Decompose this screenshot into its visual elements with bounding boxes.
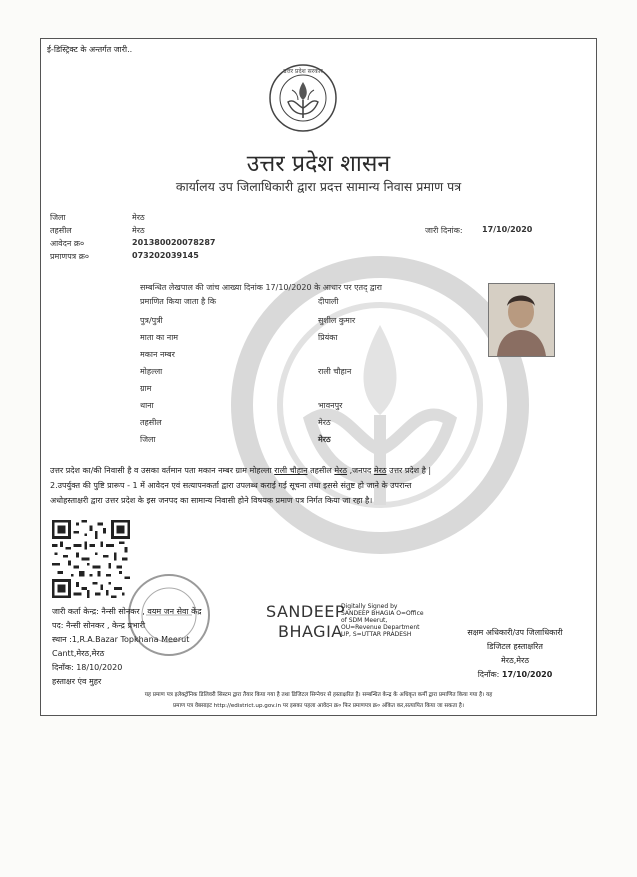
issuer-place: स्थान :1,R.A.Bazar Topkhana Meerut bbox=[52, 635, 190, 644]
page-subtitle: कार्यालय उप जिलाधिकारी द्वारा प्रदत्त सामान्य निवास प्रमाण पत्र bbox=[175, 179, 462, 194]
signer-last-name: BHAGIA bbox=[278, 622, 343, 641]
applicant-photo bbox=[488, 283, 555, 357]
digital-signature-line: of SDM Meerut, bbox=[341, 616, 388, 624]
detail-label: ग्राम bbox=[140, 384, 152, 393]
district-value: मेरठ bbox=[132, 213, 145, 222]
detail-label: माता का नाम bbox=[140, 333, 179, 342]
holder-name: दीपाली bbox=[318, 297, 339, 306]
emblem-ring-text: उत्तर प्रदेश सरकार bbox=[283, 68, 323, 75]
digital-signature-line: SANDEEP BHAGIA O=Office bbox=[341, 609, 424, 617]
intro-line-1: सम्बन्धित लेखपाल की जांच आख्या दिनांक 17/10/2020 के आधार पर एतद् द्वारा bbox=[140, 283, 382, 292]
application-number: 201380020078287 bbox=[132, 238, 216, 247]
detail-label: पुत्र/पुत्री bbox=[140, 316, 163, 325]
verification-line: 2.उपर्युक्त की पुष्टि प्रारूप - 1 में आवेदन एवं सत्यापनकर्ता द्वारा उपलब्ध कराई गई सूचना तथा इससे संतुष्ट हो जाने के उपरान्त bbox=[50, 481, 412, 490]
certificate-number: 073202039145 bbox=[132, 251, 199, 260]
authority-date bbox=[440, 669, 590, 680]
detail-label: तहसील bbox=[140, 418, 162, 427]
digital-signature-line: Digitally Signed by bbox=[341, 603, 398, 610]
digital-signature-details bbox=[341, 604, 426, 638]
application-label: आवेदन क्र० bbox=[50, 239, 85, 248]
residence-tehsil: मेरठ bbox=[334, 466, 348, 475]
issue-date-value: 17/10/2020 bbox=[482, 225, 533, 234]
issuer-center: जारी कर्ता केन्द्र: नैन्सी सोनकर , वयम जन सेवा केंद्र bbox=[52, 607, 202, 616]
residence-district: मेरठ bbox=[373, 466, 387, 475]
detail-label: थाना bbox=[140, 401, 154, 410]
issuance-line: अधोहस्ताक्षरी द्वारा उत्तर प्रदेश के इस जनपद का सामान्य निवासी होने विषयक प्रमाण पत्र निर्गत किया जा रहा है। bbox=[50, 496, 373, 505]
certificate-label: प्रमाणपत्र क्र० bbox=[50, 252, 89, 261]
detail-value: प्रियंका bbox=[318, 333, 338, 342]
authority-place: मेरठ,मेरठ bbox=[501, 656, 529, 665]
up-government-emblem-icon bbox=[268, 62, 338, 134]
residence-text: ,जनपद bbox=[349, 466, 372, 475]
issuer-place-city: Cantt,मेरठ,मेरठ bbox=[52, 649, 105, 658]
detail-value: राली चौहान bbox=[318, 367, 352, 376]
district-label: जिला bbox=[50, 213, 66, 222]
page-title: उत्तर प्रदेश शासन bbox=[246, 151, 391, 177]
residence-locality: राली चौहान bbox=[274, 466, 308, 475]
issue-date-label: जारी दिनांक: bbox=[425, 226, 463, 235]
detail-value: मेरठ bbox=[318, 435, 331, 444]
residence-text: उत्तर प्रदेश है | bbox=[389, 466, 432, 475]
issuer-signature-seal: हस्ताक्षर एंव मुहर bbox=[52, 677, 102, 686]
detail-label: मोहल्ला bbox=[140, 367, 163, 376]
detail-label: जिला bbox=[140, 435, 156, 444]
residence-text: उत्तर प्रदेश का/की निवासी है व उसका वर्तमान पता मकान नम्बर ग्राम मोहल्ला bbox=[50, 466, 272, 475]
authority-date-value: 17/10/2020 bbox=[501, 670, 553, 679]
residence-statement bbox=[50, 465, 590, 476]
tehsil-value: मेरठ bbox=[132, 226, 145, 235]
residence-text: तहसील bbox=[310, 466, 332, 475]
tehsil-label: तहसील bbox=[50, 226, 72, 235]
issuer-post: पद: नैन्सी सोनकर , केन्द्र प्रभारी bbox=[52, 621, 146, 630]
footer-line-2: प्रमाण पत्र वेबसाइट http://edistrict.up.gov.in पर इसका पहला आवेदन क्र० फिर प्रमाणपत्र क्र० अंकित कर,सत्यापित किया जा सकता है। bbox=[172, 703, 464, 709]
top-note: ई-डिस्ट्रिक्ट के अन्तर्गत जारी.. bbox=[47, 45, 133, 54]
authority-date-label: दिनाँक: bbox=[477, 670, 500, 679]
detail-value: भावनपुर bbox=[318, 401, 343, 410]
intro-line-2: प्रमाणित किया जाता है कि bbox=[140, 297, 217, 306]
digital-signature-line: OU=Revenue Department bbox=[341, 623, 420, 631]
detail-label: मकान नम्बर bbox=[140, 350, 175, 359]
qr-code bbox=[52, 520, 130, 598]
authority-digital: डिजिटल हस्ताक्षरित bbox=[487, 642, 543, 651]
footer-line-1: यह प्रमाण पत्र इलेक्ट्रॉनिक डिलिवरी सिस्टम द्वारा तैयार किया गया है तथा डिजिटल सिग्नेचर से हस्ताक्षरित है। सम्बन्धित केन्द्र के अधिकृत कर्मी द्वारा प्रमाणित किया गया है। यह bbox=[144, 692, 493, 698]
digital-signature-line: UP, S=UTTAR PRADESH bbox=[341, 630, 412, 638]
signer-first-name: SANDEEP bbox=[266, 602, 346, 621]
detail-value: सुशील कुमार bbox=[318, 316, 356, 325]
issuer-date: दिनाँक: 18/10/2020 bbox=[52, 663, 123, 672]
detail-value: मेरठ bbox=[318, 418, 331, 427]
authority-title: सक्षम अधिकारी/उप जिलाधिकारी bbox=[467, 628, 563, 637]
